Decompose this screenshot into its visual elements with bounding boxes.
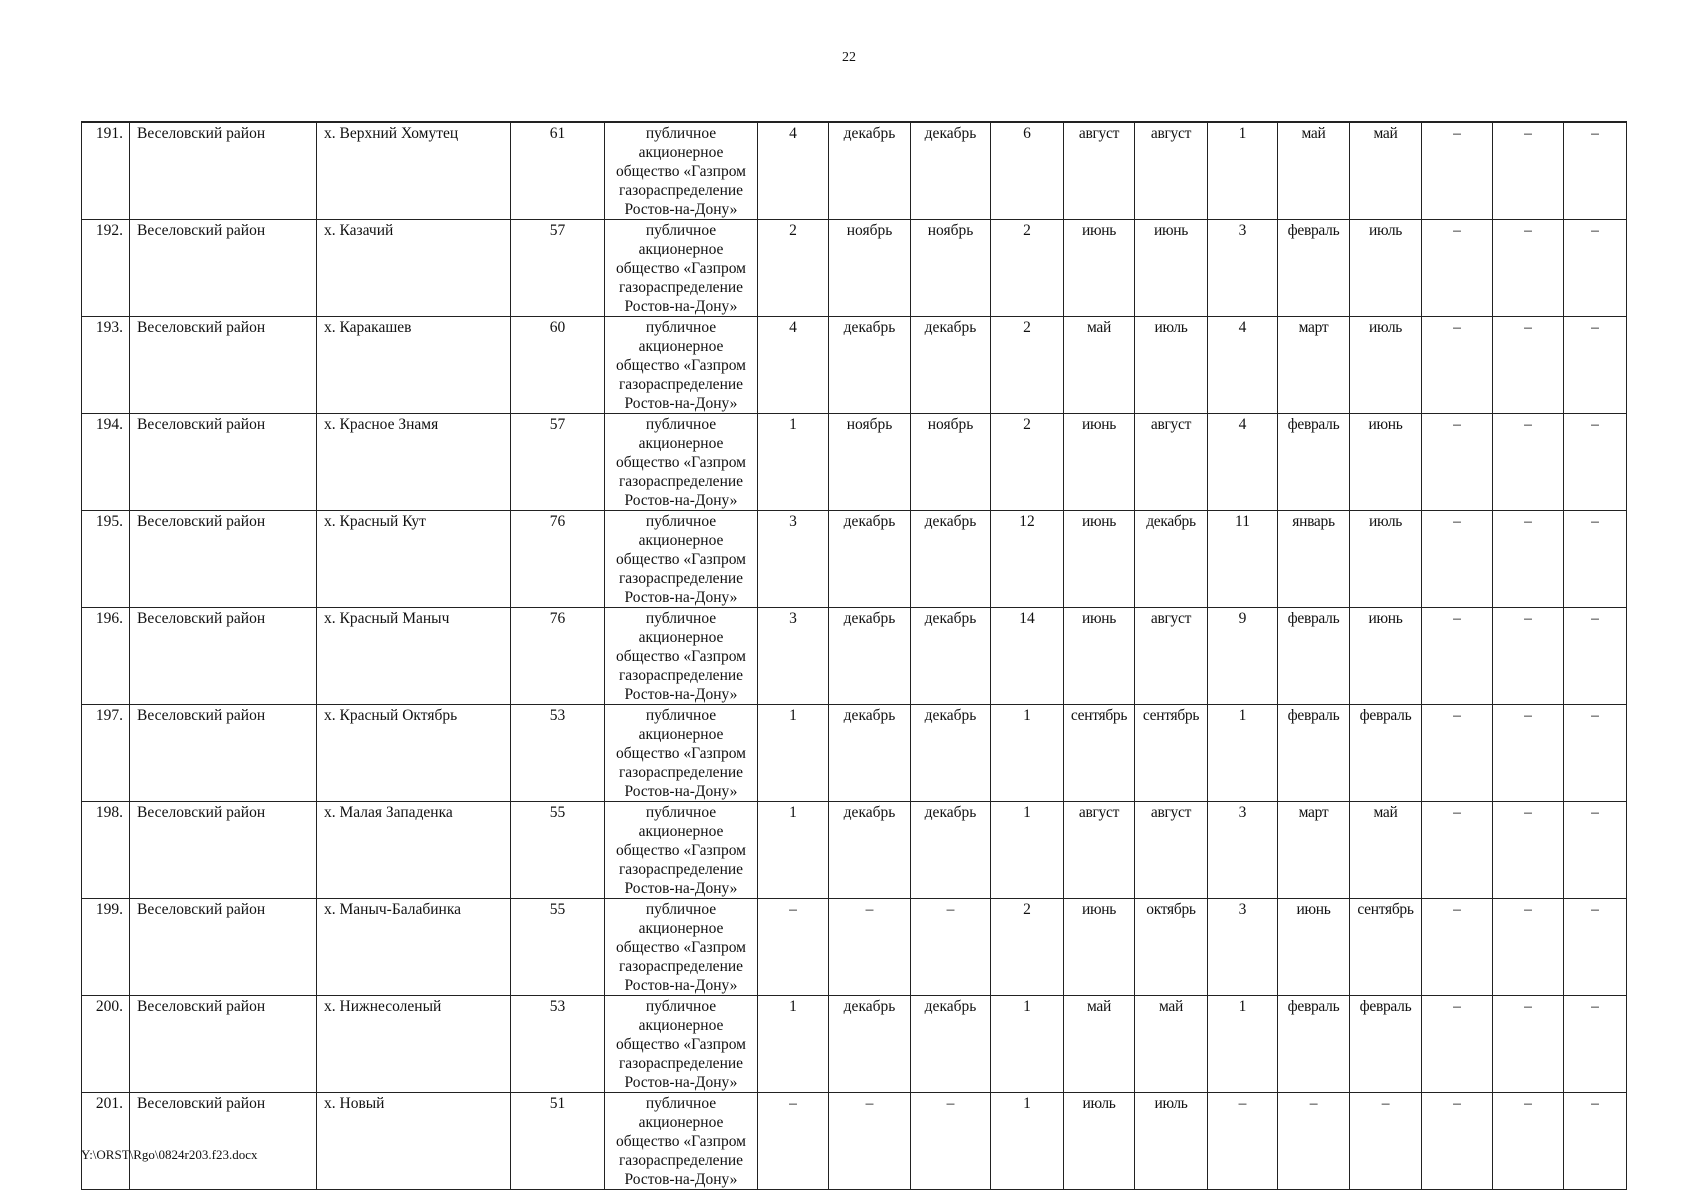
col-17-cell: – [1564, 414, 1627, 511]
table-row [82, 220, 1627, 317]
col-7-cell: декабрь [829, 317, 911, 414]
col-7-cell: ноябрь [829, 220, 911, 317]
col-11-cell: август [1135, 122, 1208, 220]
col-14-cell: май [1350, 122, 1422, 220]
col-11-cell: июль [1135, 317, 1208, 414]
col-8-cell: декабрь [911, 608, 991, 705]
col-12-cell: 4 [1208, 414, 1278, 511]
col-14-cell: июнь [1350, 608, 1422, 705]
col-10-cell: июнь [1064, 511, 1135, 608]
col-13-cell: февраль [1278, 705, 1350, 802]
col-8-cell: ноябрь [911, 414, 991, 511]
table-row [82, 122, 1627, 220]
col-8-cell: – [911, 1093, 991, 1190]
col-9-cell: 14 [991, 608, 1064, 705]
table-row [82, 511, 1627, 608]
col-17-cell: – [1564, 317, 1627, 414]
col-16-cell: – [1493, 317, 1564, 414]
col-13-cell: июнь [1278, 899, 1350, 996]
col-4-cell: 61 [511, 122, 605, 220]
col-11-cell: май [1135, 996, 1208, 1093]
locality-cell: х. Красный Маныч [317, 608, 511, 705]
col-9-cell: 2 [991, 220, 1064, 317]
col-13-cell: февраль [1278, 608, 1350, 705]
col-11-cell: август [1135, 414, 1208, 511]
row-number-cell: 197. [82, 705, 130, 802]
col-14-cell: февраль [1350, 996, 1422, 1093]
col-15-cell: – [1422, 996, 1493, 1093]
col-13-cell: март [1278, 317, 1350, 414]
col-7-cell: декабрь [829, 122, 911, 220]
table-row [82, 1093, 1627, 1190]
col-6-cell: 1 [758, 996, 829, 1093]
col-7-cell: ноябрь [829, 414, 911, 511]
organization-cell: публичное акционерное общество «Газпром газораспределение Ростов-на-Дону» [605, 802, 758, 899]
col-16-cell: – [1493, 996, 1564, 1093]
col-14-cell: июнь [1350, 414, 1422, 511]
organization-cell: публичное акционерное общество «Газпром газораспределение Ростов-на-Дону» [605, 705, 758, 802]
col-17-cell: – [1564, 899, 1627, 996]
col-9-cell: 12 [991, 511, 1064, 608]
row-number-cell: 192. [82, 220, 130, 317]
col-12-cell: – [1208, 1093, 1278, 1190]
district-cell: Веселовский район [130, 996, 317, 1093]
locality-cell: х. Верхний Хомутец [317, 122, 511, 220]
col-8-cell: декабрь [911, 802, 991, 899]
locality-cell: х. Красный Кут [317, 511, 511, 608]
col-15-cell: – [1422, 1093, 1493, 1190]
row-number-cell: 191. [82, 122, 130, 220]
col-7-cell: декабрь [829, 511, 911, 608]
col-17-cell: – [1564, 122, 1627, 220]
col-10-cell: июнь [1064, 220, 1135, 317]
district-cell: Веселовский район [130, 608, 317, 705]
col-14-cell: май [1350, 802, 1422, 899]
col-4-cell: 60 [511, 317, 605, 414]
col-6-cell: – [758, 899, 829, 996]
table-body [82, 122, 1627, 1190]
col-10-cell: июнь [1064, 608, 1135, 705]
gasification-schedule-table [81, 121, 1627, 1190]
col-12-cell: 11 [1208, 511, 1278, 608]
col-10-cell: август [1064, 122, 1135, 220]
row-number-cell: 199. [82, 899, 130, 996]
col-6-cell: 4 [758, 317, 829, 414]
row-number-cell: 201. [82, 1093, 130, 1190]
col-10-cell: май [1064, 996, 1135, 1093]
col-16-cell: – [1493, 220, 1564, 317]
col-15-cell: – [1422, 220, 1493, 317]
col-13-cell: март [1278, 802, 1350, 899]
col-6-cell: 3 [758, 511, 829, 608]
col-13-cell: февраль [1278, 996, 1350, 1093]
locality-cell: х. Нижнесоленый [317, 996, 511, 1093]
col-17-cell: – [1564, 220, 1627, 317]
col-12-cell: 3 [1208, 899, 1278, 996]
col-4-cell: 57 [511, 220, 605, 317]
district-cell: Веселовский район [130, 220, 317, 317]
col-7-cell: декабрь [829, 705, 911, 802]
district-cell: Веселовский район [130, 802, 317, 899]
col-8-cell: ноябрь [911, 220, 991, 317]
col-7-cell: декабрь [829, 802, 911, 899]
district-cell: Веселовский район [130, 705, 317, 802]
col-4-cell: 55 [511, 899, 605, 996]
col-16-cell: – [1493, 1093, 1564, 1190]
row-number-cell: 198. [82, 802, 130, 899]
col-17-cell: – [1564, 511, 1627, 608]
locality-cell: х. Красное Знамя [317, 414, 511, 511]
table-row [82, 608, 1627, 705]
col-8-cell: декабрь [911, 317, 991, 414]
col-17-cell: – [1564, 1093, 1627, 1190]
col-10-cell: август [1064, 802, 1135, 899]
col-12-cell: 4 [1208, 317, 1278, 414]
col-7-cell: – [829, 899, 911, 996]
table-row [82, 899, 1627, 996]
col-11-cell: декабрь [1135, 511, 1208, 608]
col-15-cell: – [1422, 705, 1493, 802]
col-15-cell: – [1422, 122, 1493, 220]
col-10-cell: май [1064, 317, 1135, 414]
row-number-cell: 195. [82, 511, 130, 608]
col-12-cell: 3 [1208, 220, 1278, 317]
col-15-cell: – [1422, 899, 1493, 996]
organization-cell: публичное акционерное общество «Газпром газораспределение Ростов-на-Дону» [605, 1093, 758, 1190]
table-row [82, 802, 1627, 899]
col-16-cell: – [1493, 511, 1564, 608]
col-9-cell: 1 [991, 1093, 1064, 1190]
col-11-cell: июнь [1135, 220, 1208, 317]
col-4-cell: 76 [511, 511, 605, 608]
col-15-cell: – [1422, 317, 1493, 414]
col-7-cell: декабрь [829, 996, 911, 1093]
col-15-cell: – [1422, 802, 1493, 899]
col-8-cell: декабрь [911, 122, 991, 220]
organization-cell: публичное акционерное общество «Газпром газораспределение Ростов-на-Дону» [605, 996, 758, 1093]
col-8-cell: декабрь [911, 996, 991, 1093]
col-4-cell: 51 [511, 1093, 605, 1190]
col-16-cell: – [1493, 122, 1564, 220]
organization-cell: публичное акционерное общество «Газпром газораспределение Ростов-на-Дону» [605, 317, 758, 414]
col-14-cell: июль [1350, 317, 1422, 414]
organization-cell: публичное акционерное общество «Газпром газораспределение Ростов-на-Дону» [605, 899, 758, 996]
col-6-cell: 1 [758, 705, 829, 802]
col-9-cell: 2 [991, 317, 1064, 414]
col-10-cell: сентябрь [1064, 705, 1135, 802]
col-9-cell: 1 [991, 802, 1064, 899]
col-11-cell: июль [1135, 1093, 1208, 1190]
locality-cell: х. Маныч-Балабинка [317, 899, 511, 996]
col-15-cell: – [1422, 414, 1493, 511]
organization-cell: публичное акционерное общество «Газпром газораспределение Ростов-на-Дону» [605, 608, 758, 705]
col-17-cell: – [1564, 608, 1627, 705]
row-number-cell: 200. [82, 996, 130, 1093]
col-9-cell: 1 [991, 705, 1064, 802]
col-8-cell: декабрь [911, 511, 991, 608]
col-14-cell: февраль [1350, 705, 1422, 802]
col-6-cell: 1 [758, 414, 829, 511]
col-9-cell: 2 [991, 414, 1064, 511]
col-11-cell: сентябрь [1135, 705, 1208, 802]
col-13-cell: февраль [1278, 414, 1350, 511]
col-14-cell: июль [1350, 511, 1422, 608]
col-4-cell: 57 [511, 414, 605, 511]
col-8-cell: – [911, 899, 991, 996]
col-6-cell: 4 [758, 122, 829, 220]
col-9-cell: 1 [991, 996, 1064, 1093]
col-6-cell: 2 [758, 220, 829, 317]
col-10-cell: июнь [1064, 899, 1135, 996]
district-cell: Веселовский район [130, 899, 317, 996]
locality-cell: х. Каракашев [317, 317, 511, 414]
col-15-cell: – [1422, 608, 1493, 705]
col-16-cell: – [1493, 414, 1564, 511]
col-7-cell: декабрь [829, 608, 911, 705]
col-15-cell: – [1422, 511, 1493, 608]
page-number: 22 [842, 50, 856, 65]
row-number-cell: 196. [82, 608, 130, 705]
table-row [82, 996, 1627, 1093]
col-13-cell: – [1278, 1093, 1350, 1190]
organization-cell: публичное акционерное общество «Газпром газораспределение Ростов-на-Дону» [605, 414, 758, 511]
district-cell: Веселовский район [130, 317, 317, 414]
col-14-cell: – [1350, 1093, 1422, 1190]
col-12-cell: 1 [1208, 705, 1278, 802]
table-row [82, 317, 1627, 414]
row-number-cell: 194. [82, 414, 130, 511]
district-cell: Веселовский район [130, 511, 317, 608]
row-number-cell: 193. [82, 317, 130, 414]
col-16-cell: – [1493, 705, 1564, 802]
col-13-cell: февраль [1278, 220, 1350, 317]
locality-cell: х. Малая Западенка [317, 802, 511, 899]
col-11-cell: август [1135, 802, 1208, 899]
table-row [82, 705, 1627, 802]
col-4-cell: 53 [511, 996, 605, 1093]
col-12-cell: 1 [1208, 122, 1278, 220]
col-8-cell: декабрь [911, 705, 991, 802]
col-4-cell: 53 [511, 705, 605, 802]
col-12-cell: 9 [1208, 608, 1278, 705]
organization-cell: публичное акционерное общество «Газпром газораспределение Ростов-на-Дону» [605, 122, 758, 220]
col-11-cell: октябрь [1135, 899, 1208, 996]
col-17-cell: – [1564, 996, 1627, 1093]
col-6-cell: 1 [758, 802, 829, 899]
col-17-cell: – [1564, 705, 1627, 802]
col-12-cell: 3 [1208, 802, 1278, 899]
locality-cell: х. Новый [317, 1093, 511, 1190]
col-14-cell: сентябрь [1350, 899, 1422, 996]
col-12-cell: 1 [1208, 996, 1278, 1093]
col-4-cell: 76 [511, 608, 605, 705]
col-9-cell: 6 [991, 122, 1064, 220]
col-17-cell: – [1564, 802, 1627, 899]
col-10-cell: июль [1064, 1093, 1135, 1190]
district-cell: Веселовский район [130, 414, 317, 511]
col-13-cell: май [1278, 122, 1350, 220]
organization-cell: публичное акционерное общество «Газпром газораспределение Ростов-на-Дону» [605, 220, 758, 317]
col-14-cell: июль [1350, 220, 1422, 317]
footer-file-path: Y:\ORST\Rgo\0824r203.f23.docx [81, 1147, 258, 1162]
col-11-cell: август [1135, 608, 1208, 705]
col-16-cell: – [1493, 802, 1564, 899]
locality-cell: х. Красный Октябрь [317, 705, 511, 802]
col-10-cell: июнь [1064, 414, 1135, 511]
col-13-cell: январь [1278, 511, 1350, 608]
col-16-cell: – [1493, 608, 1564, 705]
district-cell: Веселовский район [130, 1093, 317, 1190]
col-6-cell: – [758, 1093, 829, 1190]
col-6-cell: 3 [758, 608, 829, 705]
district-cell: Веселовский район [130, 122, 317, 220]
table-row [82, 414, 1627, 511]
col-7-cell: – [829, 1093, 911, 1190]
col-9-cell: 2 [991, 899, 1064, 996]
col-16-cell: – [1493, 899, 1564, 996]
organization-cell: публичное акционерное общество «Газпром газораспределение Ростов-на-Дону» [605, 511, 758, 608]
col-4-cell: 55 [511, 802, 605, 899]
locality-cell: х. Казачий [317, 220, 511, 317]
